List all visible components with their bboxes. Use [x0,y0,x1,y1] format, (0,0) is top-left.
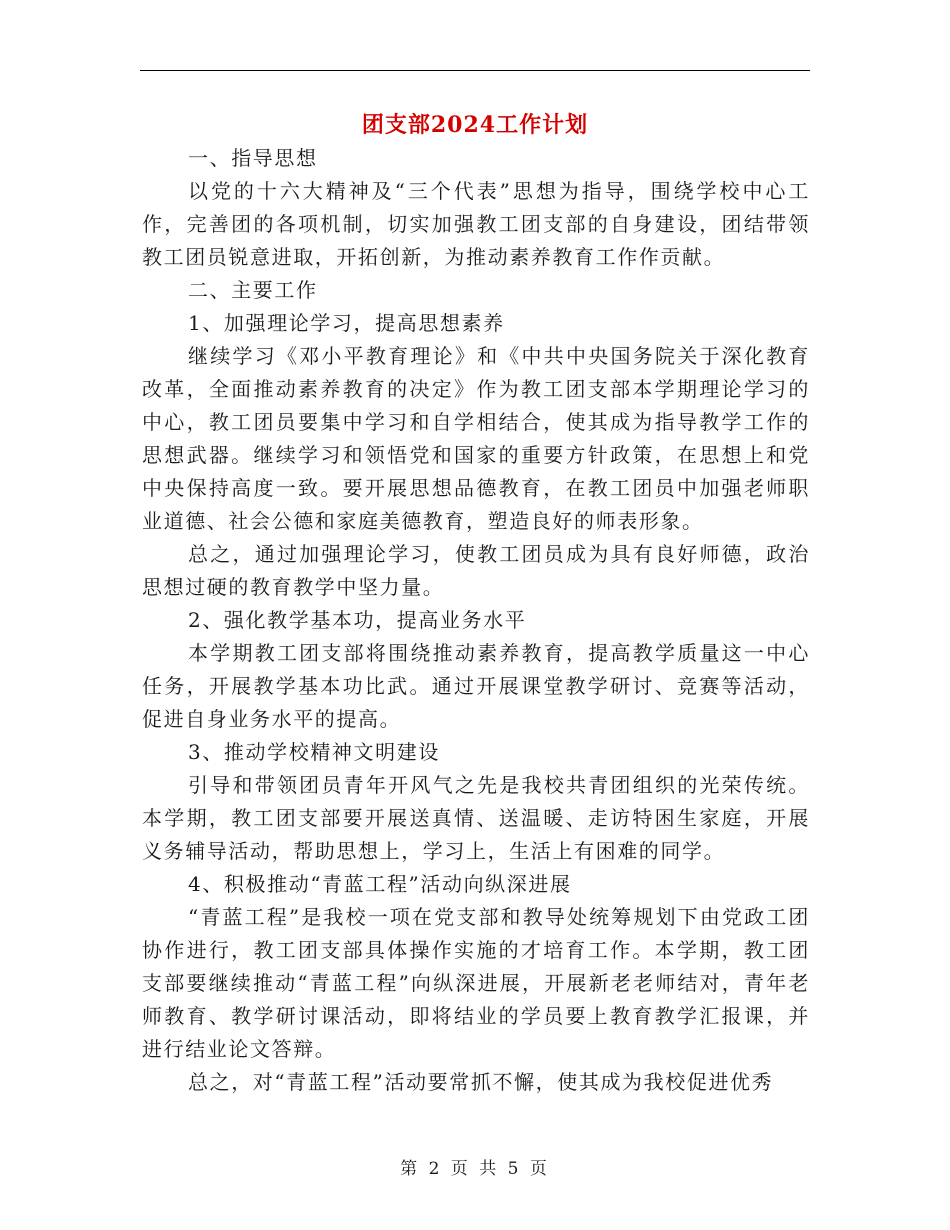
paragraph: 继续学习《邓小平教育理论》和《中共中央国务院关于深化教育改革，全面推动素养教育的决定》作为教工团支部本学期理论学习的中心，教工团员要集中学习和自学相结合，使其成为指导教学工作的思想武器。继续学习和领悟党和国家的重要方针政策，在思想上和党中央保持高度一致。要开展思想品德教育，在教工团员中加强老师职业道德、社会公德和家庭美德教育，塑造良好的师表形象。 [142,344,810,533]
document-title: 团支部2024工作计划 [361,112,589,138]
header-rule [140,70,810,71]
subheading-theory-study: 1、加强理论学习，提高思想素养 [188,311,505,335]
document-body [142,142,810,1099]
page-footer: 第 2 页 共 5 页 [400,1159,550,1179]
paragraph: 引导和带领团员青年开风气之先是我校共青团组织的光荣传统。本学期，教工团支部要开展送真情、送温暖、走访特困生家庭，开展义务辅导活动，帮助思想上，学习上，生活上有困难的同学。 [142,773,810,863]
subheading-qinglan-project: 4、积极推动“青蓝工程”活动向纵深进展 [188,872,572,896]
paragraph: 总之，通过加强理论学习，使教工团员成为具有良好师德，政治思想过硬的教育教学中坚力量。 [142,542,810,599]
paragraph: 本学期教工团支部将围绕推动素养教育，提高教学质量这一中心任务，开展教学基本功比武。通过开展课堂教学研讨、竞赛等活动，促进自身业务水平的提高。 [142,641,810,731]
paragraph: 以党的十六大精神及“三个代表”思想为指导，围绕学校中心工作，完善团的各项机制，切实加强教工团支部的自身建设，团结带领教工团员锐意进取，开拓创新，为推动素养教育工作作贡献。 [142,179,810,269]
section-heading-main-work: 二、主要工作 [188,278,318,302]
section-heading-guiding-ideology: 一、指导思想 [188,146,318,170]
subheading-spiritual-civilization: 3、推动学校精神文明建设 [188,740,440,764]
paragraph: “青蓝工程”是我校一项在党支部和教导处统筹规划下由党政工团协作进行，教工团支部具体操作实施的才培育工作。本学期，教工团支部要继续推动“青蓝工程”向纵深进展，开展新老老师结对，青年老师教育、教学研讨课活动，即将结业的学员要上教育教学汇报课，并进行结业论文答辩。 [142,905,810,1061]
paragraph: 总之，对“青蓝工程”活动要常抓不懈，使其成为我校促进优秀 [188,1070,774,1094]
subheading-teaching-skills: 2、强化教学基本功，提高业务水平 [188,608,527,632]
